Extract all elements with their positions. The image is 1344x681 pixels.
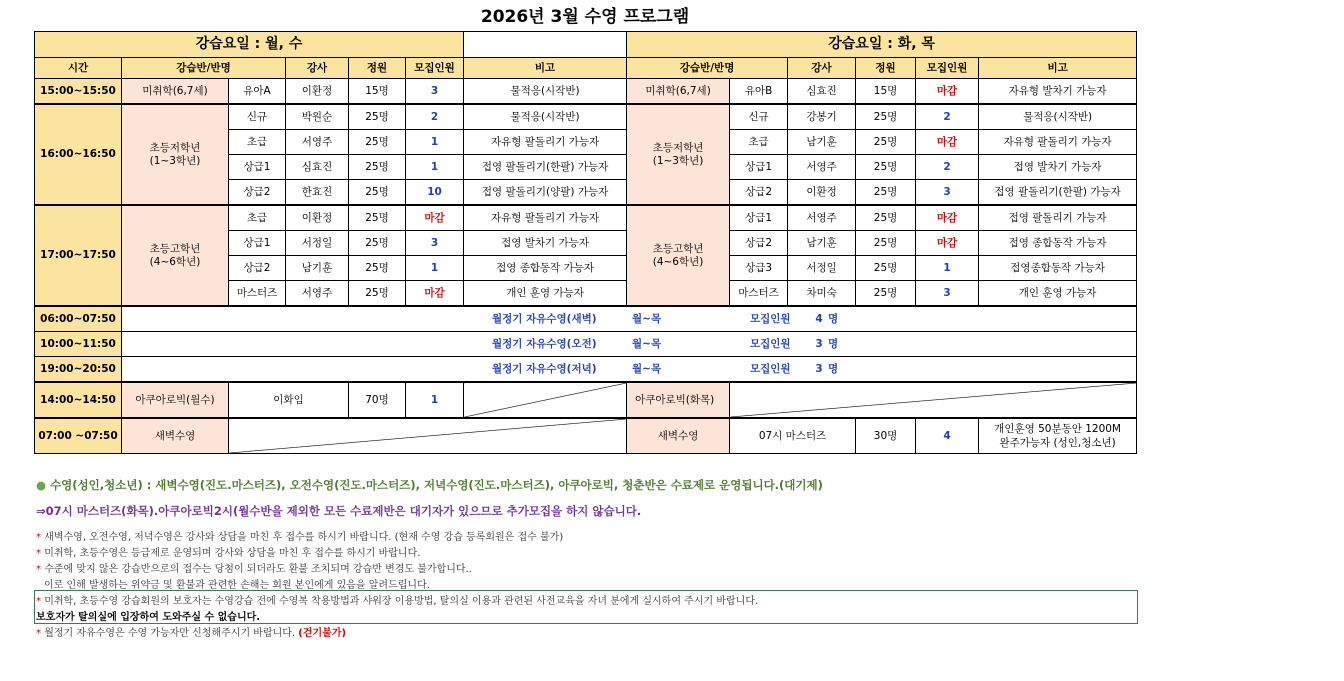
note: 접영 팔돌리기(한팔) 가능자 <box>464 155 627 180</box>
bullet-dot-icon: ● <box>36 478 47 492</box>
teacher: 심효진 <box>286 155 349 180</box>
class-name: 상급2 <box>229 180 286 206</box>
note-item: * 미취학, 초등수영은 등급제로 운영되며 강사와 상담을 마친 후 접수를 하시기 바랍니다. <box>36 548 421 559</box>
capacity: 25명 <box>856 205 916 231</box>
teacher: 서영주 <box>286 281 349 307</box>
tt-days-header: 강습요일 : 화, 목 <box>627 32 1137 58</box>
col-class: 강습반/반명 <box>627 58 788 79</box>
recruit-count: 3 <box>916 281 979 307</box>
teacher: 이환정 <box>286 79 349 105</box>
class-name: 상급1 <box>229 155 286 180</box>
class-group: 새벽수영 <box>122 418 229 454</box>
teacher: 박원순 <box>286 104 349 130</box>
class-name: 상급2 <box>730 180 788 206</box>
free-swim-label: 월정기 자유수영(저녁) <box>492 362 597 375</box>
schedule-table <box>34 31 1137 454</box>
free-swim-unit: 명 <box>828 312 839 325</box>
note: 접영종합동작 가능자 <box>979 256 1137 281</box>
class-name: 초급 <box>229 130 286 155</box>
col-note: 비고 <box>979 58 1137 79</box>
class-group: 미취학(6,7세) <box>122 79 229 105</box>
note: 자유형 발차기 가능자 <box>979 79 1137 105</box>
capacity: 25명 <box>856 155 916 180</box>
table-row <box>35 104 1137 130</box>
col-capacity: 정원 <box>856 58 916 79</box>
teacher: 남기훈 <box>286 256 349 281</box>
capacity: 25명 <box>856 281 916 307</box>
free-swim-info <box>122 357 1137 383</box>
class-name: 초급 <box>229 205 286 231</box>
class-name: 마스터즈 <box>730 281 788 307</box>
free-swim-count: 3 <box>815 337 823 350</box>
class-group: 초등고학년 (4~6학년) <box>122 205 229 306</box>
class-name: 상급1 <box>229 231 286 256</box>
capacity: 30명 <box>856 418 916 454</box>
note: 접영 발차기 가능자 <box>979 155 1137 180</box>
note-line: 개인훈영 50분동안 1200M <box>994 423 1121 435</box>
recruit-count: 3 <box>916 180 979 206</box>
col-teacher: 강사 <box>286 58 349 79</box>
mw-days-header: 강습요일 : 월, 수 <box>35 32 464 58</box>
recruit-count: 3 <box>406 79 464 105</box>
free-swim-row <box>35 332 1137 357</box>
note: 개인 훈영 가능자 <box>464 281 627 307</box>
time-cell: 14:00~14:50 <box>35 382 122 418</box>
note: 물적응(시작반) <box>464 104 627 130</box>
class-group: 미취학(6,7세) <box>627 79 730 105</box>
note: 자유형 팔돌리기 가능자 <box>464 130 627 155</box>
free-swim-count: 3 <box>815 362 823 375</box>
free-swim-recruit-label: 모집인원 <box>750 337 791 350</box>
note: 자유형 팔돌리기 가능자 <box>979 130 1137 155</box>
recruit-count: 2 <box>916 155 979 180</box>
capacity: 25명 <box>349 231 406 256</box>
teacher: 이환정 <box>788 180 856 206</box>
class-name: 상급1 <box>730 155 788 180</box>
class-group: 새벽수영 <box>627 418 730 454</box>
recruit-count: 마감 <box>916 79 979 105</box>
note: 접영 팔돌리기(한팔) 가능자 <box>979 180 1137 206</box>
note: 자유형 팔돌리기 가능자 <box>464 205 627 231</box>
time-cell: 17:00~17:50 <box>35 205 122 306</box>
table-row <box>35 79 1137 105</box>
free-swim-label: 월정기 자유수영(오전) <box>492 337 597 350</box>
col-class: 강습반/반명 <box>122 58 286 79</box>
class-group: 초등고학년 (4~6학년) <box>627 205 730 306</box>
recruit-count: 1 <box>916 256 979 281</box>
note: 접영 팔돌리기(양팔) 가능자 <box>464 180 627 206</box>
notice-line-2: ⇒07시 마스터즈(화목).아쿠아로빅2시(월수반을 제외한 모든 수료제반은 대기자가 있으므로 추가모집을 하지 않습니다. <box>36 504 642 518</box>
free-swim-recruit-label: 모집인원 <box>750 312 791 325</box>
class-name: 초급 <box>730 130 788 155</box>
teacher: 서정일 <box>788 256 856 281</box>
time-cell: 10:00~11:50 <box>35 332 122 357</box>
free-swim-label: 월정기 자유수영(새벽) <box>492 312 597 325</box>
free-swim-days: 월~목 <box>632 362 662 375</box>
note-item: 이로 인해 발생하는 위약금 및 환불과 관련한 손해는 회원 본인에게 있음을 알려드립니다. <box>44 580 430 591</box>
class-name: 상급3 <box>730 256 788 281</box>
teacher: 서영주 <box>788 205 856 231</box>
teacher: 서정일 <box>286 231 349 256</box>
diagonal-empty-cell <box>229 418 627 454</box>
table-row <box>35 382 1137 418</box>
recruit-count: 2 <box>406 104 464 130</box>
capacity: 15명 <box>349 79 406 105</box>
free-swim-unit: 명 <box>828 362 839 375</box>
capacity: 15명 <box>856 79 916 105</box>
teacher: 남기훈 <box>788 231 856 256</box>
col-recruit: 모집인원 <box>916 58 979 79</box>
teacher: 남기훈 <box>788 130 856 155</box>
free-swim-count: 4 <box>815 312 823 325</box>
col-teacher: 강사 <box>788 58 856 79</box>
free-swim-days: 월~목 <box>632 337 662 350</box>
class-name: 신규 <box>229 104 286 130</box>
free-swim-days: 월~목 <box>632 312 662 325</box>
recruit-count: 3 <box>406 231 464 256</box>
capacity: 25명 <box>349 104 406 130</box>
capacity: 70명 <box>349 382 406 418</box>
note-line: 완주가능자 (성인,청소년) <box>999 437 1116 449</box>
recruit-count: 1 <box>406 155 464 180</box>
recruit-count: 10 <box>406 180 464 206</box>
note: 접영 종합동작 가능자 <box>979 231 1137 256</box>
class-group: 초등저학년 (1~3학년) <box>627 104 730 205</box>
class-group: 아쿠아로빅(월수) <box>122 382 229 418</box>
diagonal-empty-cell <box>464 382 627 418</box>
free-swim-row <box>35 306 1137 332</box>
class-name: 상급2 <box>229 256 286 281</box>
note <box>979 418 1137 454</box>
free-swim-info <box>122 332 1137 357</box>
capacity: 25명 <box>349 205 406 231</box>
free-swim-info <box>122 306 1137 332</box>
col-recruit: 모집인원 <box>406 58 464 79</box>
recruit-count: 1 <box>406 130 464 155</box>
class-name: 상급2 <box>730 231 788 256</box>
teacher: 07시 마스터즈 <box>730 418 856 454</box>
time-cell: 15:00~15:50 <box>35 79 122 105</box>
class-name: 유아B <box>730 79 788 105</box>
note: 접영 발차기 가능자 <box>464 231 627 256</box>
note-item-bold: 보호자가 탈의실에 입장하여 도와주실 수 없습니다. <box>36 612 261 623</box>
teacher: 서영주 <box>286 130 349 155</box>
free-swim-row <box>35 357 1137 383</box>
page-title: 2026년 3월 수영 프로그램 <box>480 7 690 27</box>
class-name: 유아A <box>229 79 286 105</box>
capacity: 25명 <box>349 281 406 307</box>
capacity: 25명 <box>856 130 916 155</box>
col-capacity: 정원 <box>349 58 406 79</box>
col-time: 시간 <box>35 58 122 79</box>
teacher: 심효진 <box>788 79 856 105</box>
capacity: 25명 <box>856 231 916 256</box>
recruit-count: 마감 <box>406 281 464 307</box>
teacher: 이화임 <box>229 382 349 418</box>
note: 물적응(시작반) <box>464 79 627 105</box>
class-group: 초등저학년 (1~3학년) <box>122 104 229 205</box>
recruit-count: 마감 <box>916 130 979 155</box>
recruit-count: 마감 <box>916 205 979 231</box>
col-note: 비고 <box>464 58 627 79</box>
note: 개인 훈영 가능자 <box>979 281 1137 307</box>
recruit-count: 마감 <box>916 231 979 256</box>
time-cell: 16:00~16:50 <box>35 104 122 205</box>
recruit-count: 4 <box>916 418 979 454</box>
class-name: 상급1 <box>730 205 788 231</box>
diagonal-empty-cell <box>730 382 1137 418</box>
table-row <box>35 205 1137 231</box>
recruit-count: 1 <box>406 256 464 281</box>
class-name: 신규 <box>730 104 788 130</box>
note-item: * 월정기 자유수영은 수영 가능자만 신청해주시기 바랍니다. (걷기불가) <box>36 628 347 639</box>
notice-line-1: ● 수영(성인,청소년) : 새벽수영(진도.마스터즈), 오전수영(진도.마스터즈), 저녁수영(진도.마스터즈), 아쿠아로빅, 청춘반은 수료제로 운영됩니다.(대기제) <box>36 478 823 492</box>
capacity: 25명 <box>349 180 406 206</box>
time-cell: 06:00~07:50 <box>35 306 122 332</box>
teacher: 이환정 <box>286 205 349 231</box>
note: 물적응(시작반) <box>979 104 1137 130</box>
class-name: 마스터즈 <box>229 281 286 307</box>
table-row <box>35 418 1137 454</box>
capacity: 25명 <box>349 130 406 155</box>
teacher: 강봉기 <box>788 104 856 130</box>
note-item: * 수준에 맞지 않은 강습반으로의 접수는 당첨이 되더라도 환불 조치되며 강습반 변경도 불가합니다.. <box>36 564 472 575</box>
free-swim-recruit-label: 모집인원 <box>750 362 791 375</box>
capacity: 25명 <box>856 256 916 281</box>
note: 접영 종합동작 가능자 <box>464 256 627 281</box>
teacher: 한효진 <box>286 180 349 206</box>
note-item: * 미취학, 초등수영 강습회원의 보호자는 수영강습 전에 수영복 착용방법과 샤워장 이용방법, 탈의실 이용과 관련된 사전교육을 자녀 분에게 실시하여 주시기 바랍니다. <box>36 596 759 607</box>
note-item: * 새벽수영, 오전수영, 저녁수영은 강사와 상담을 마친 후 접수를 하시기 바랍니다. (현재 수영 강습 등록회원은 접수 불가) <box>36 532 564 543</box>
note: 접영 팔돌리기 가능자 <box>979 205 1137 231</box>
capacity: 25명 <box>856 104 916 130</box>
time-cell: 07:00 ~07:50 <box>35 418 122 454</box>
recruit-count: 1 <box>406 382 464 418</box>
recruit-count: 2 <box>916 104 979 130</box>
teacher: 서영주 <box>788 155 856 180</box>
capacity: 25명 <box>856 180 916 206</box>
capacity: 25명 <box>349 155 406 180</box>
capacity: 25명 <box>349 256 406 281</box>
free-swim-unit: 명 <box>828 337 839 350</box>
time-cell: 19:00~20:50 <box>35 357 122 383</box>
teacher: 차미숙 <box>788 281 856 307</box>
class-group: 아쿠아로빅(화목) <box>627 382 730 418</box>
recruit-count: 마감 <box>406 205 464 231</box>
